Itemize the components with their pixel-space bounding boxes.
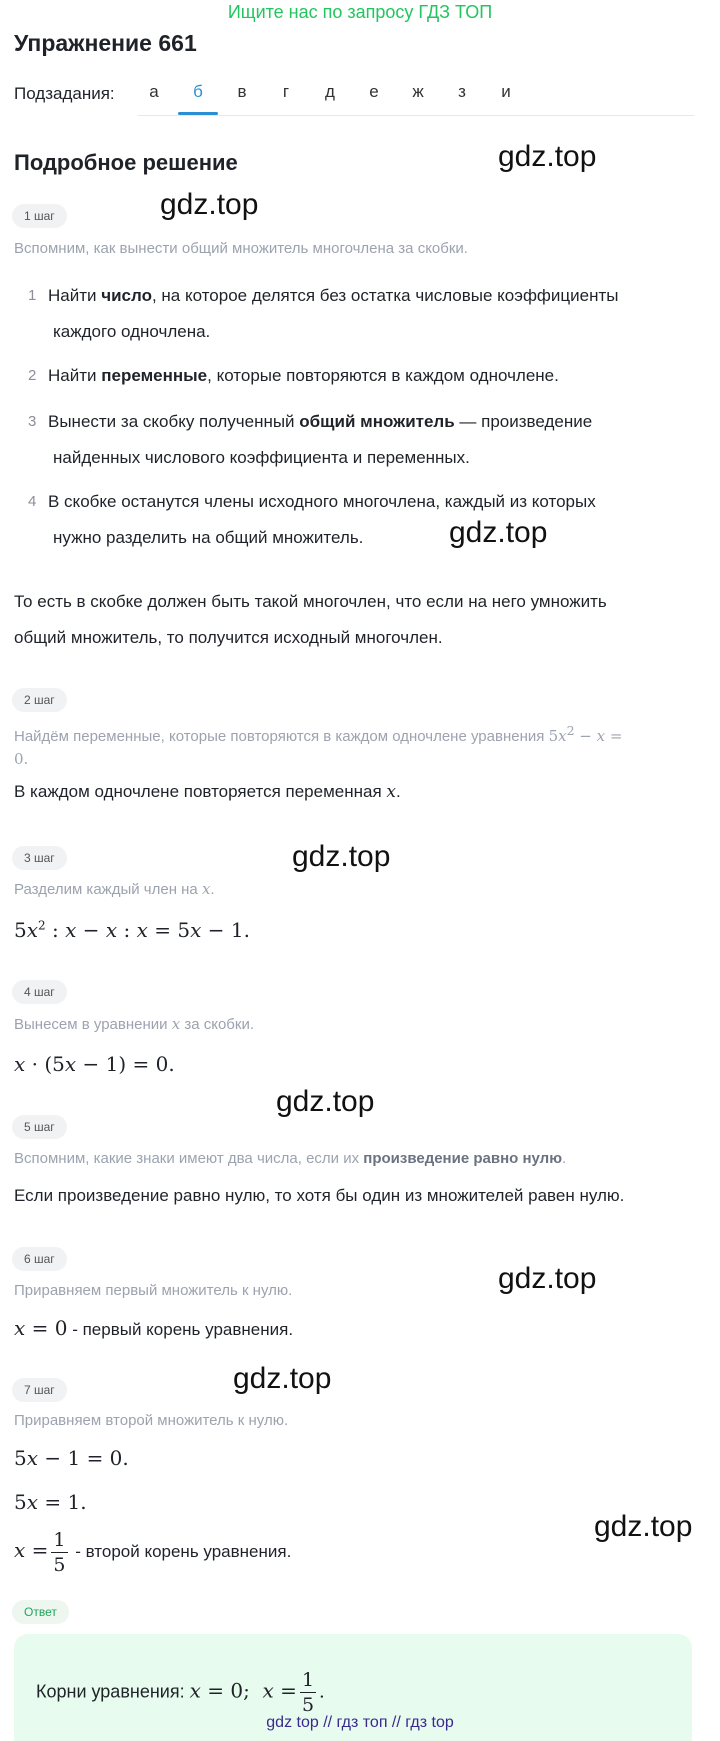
tab-a[interactable]: а [149, 82, 159, 101]
step-2-badge: 2 шаг [12, 688, 67, 712]
watermark: gdz.top [276, 1085, 375, 1118]
list-number: 2 [28, 367, 37, 384]
tab-b[interactable]: б [176, 82, 220, 102]
footer-links[interactable]: gdz top // гдз топ // гдз top [266, 1714, 454, 1731]
watermark: gdz.top [498, 1262, 597, 1295]
tab-d[interactable]: д [325, 82, 335, 101]
tab-i[interactable]: и [501, 82, 511, 101]
step-6-badge: 6 шаг [12, 1247, 67, 1271]
step-4-badge: 4 шаг [12, 980, 67, 1004]
step-5-text: Если произведение равно нулю, то хотя бы один из множителей равен нулю. [14, 1186, 625, 1205]
step-1-paragraph-line-1: То есть в скобке должен быть такой многочлен, что если на него умножить [14, 592, 607, 611]
list-item-3: 3 Вынести за скобку полученный общий множитель — произведение найденных числового коэффициента и переменных. [28, 404, 678, 476]
step-4-formula: x · (5x − 1) = 0. [14, 1052, 175, 1076]
watermark: gdz.top [594, 1510, 693, 1543]
watermark: gdz.top [449, 516, 548, 549]
step-3-hint: Разделим каждый член на x. [14, 880, 215, 898]
tab-e[interactable]: е [369, 82, 379, 101]
subtask-tabs [14, 78, 694, 118]
step-6-hint: Приравняем первый множитель к нулю. [14, 1282, 293, 1299]
step-1-paragraph-line-2: общий множитель, то получится исходный многочлен. [14, 628, 443, 647]
step-5-hint: Вспомним, какие знаки имеют два числа, если их произведение равно нулю. [14, 1150, 567, 1167]
step-7-formula-2: 5x = 1. [14, 1490, 87, 1514]
section-title: Подробное решение [14, 150, 238, 175]
step-3-badge: 3 шаг [12, 846, 67, 870]
promo-banner[interactable]: Ищите нас по запросу ГДЗ ТОП [227, 2, 493, 22]
list-item-4: 4 В скобке останутся члены исходного многочлена, каждый из которых нужно разделить на общий множитель. [28, 484, 678, 556]
page-title: Упражнение 661 [14, 30, 197, 56]
tab-z[interactable]: з [458, 82, 466, 101]
step-7-badge: 7 шаг [12, 1378, 67, 1402]
step-1-badge: 1 шаг [12, 204, 67, 228]
tab-v[interactable]: в [237, 82, 247, 101]
watermark: gdz.top [160, 188, 259, 221]
list-number: 4 [28, 493, 37, 510]
step-2-hint: Найдём переменные, которые повторяются в каждом одночлене уравнения $5x^2 - x$ = 0. [14, 723, 623, 768]
step-7-formula-1: 5x − 1 = 0. [14, 1446, 129, 1470]
step-5-badge: 5 шаг [12, 1115, 67, 1139]
step-1-hint: Вспомним, как вынести общий множитель многочлена за скобки. [14, 240, 468, 257]
watermark: gdz.top [498, 140, 597, 173]
step-4-hint: Вынесем в уравнении x за скобки. [14, 1015, 255, 1033]
watermark: gdz.top [233, 1362, 332, 1395]
tabs-divider [138, 115, 694, 116]
step-3-formula: $5x^2$ : x − x : x = 5x − 1. [14, 918, 250, 942]
list-number: 1 [28, 287, 37, 304]
step-7-root: x = $\frac{1}{5}$ - второй корень уравнения. [14, 1529, 292, 1576]
step-2-text: В каждом одночлене повторяется переменная x. [14, 782, 401, 802]
answer-badge: Ответ [12, 1600, 69, 1624]
list-number: 3 [28, 413, 37, 430]
equation-inline: $5x^2 - x$ = [548, 723, 623, 745]
tab-g[interactable]: г [282, 82, 290, 101]
answer-text: Корни уравнения: x = 0; x = $\frac{1}{5}$ . [36, 1669, 325, 1716]
watermark: gdz.top [292, 840, 391, 873]
tab-zh[interactable]: ж [412, 82, 424, 101]
step-7-hint: Приравняем второй множитель к нулю. [14, 1412, 289, 1429]
subtasks-label: Подзадания: [14, 84, 115, 103]
list-item-2: 2 Найти переменные, которые повторяются в каждом одночлене. [28, 358, 678, 394]
list-item-1: 1 Найти число, на которое делятся без остатка числовые коэффициенты каждого одночлена. [28, 278, 678, 350]
step-6-text: x = 0 - первый корень уравнения. [14, 1316, 294, 1340]
